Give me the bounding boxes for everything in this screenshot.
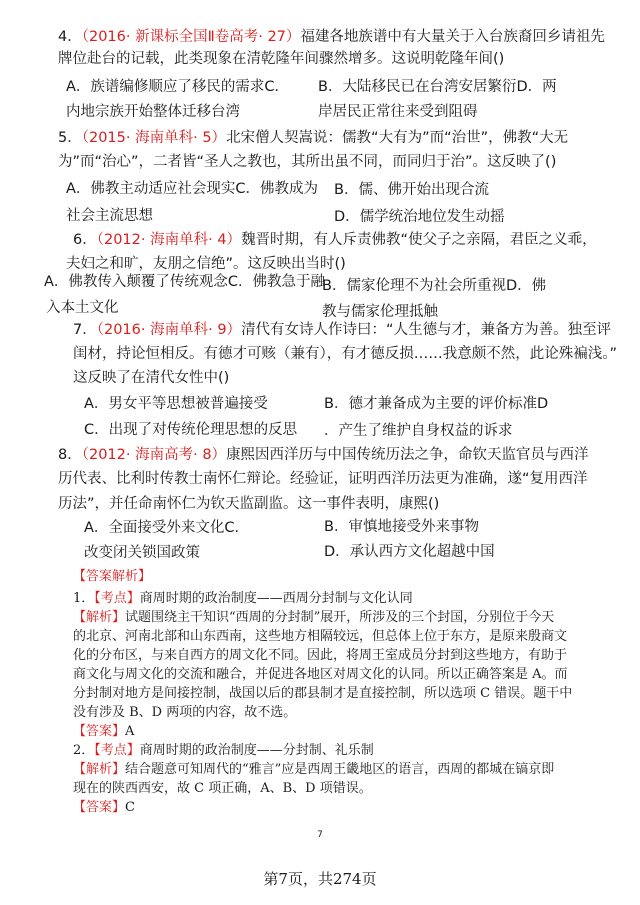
q7-stem: 闺材，持论恒相反。有德才可赅（兼有），有才德反损……我意颇不然，此论殊褊浅。”	[73, 346, 618, 362]
q7-option-d: ．产生了维护自身权益的诉求	[324, 423, 513, 439]
q6-option-c: 入本土文化	[46, 300, 119, 316]
q5-option-a: A．佛教主动适应社会现实C．佛教成为	[66, 181, 319, 197]
q8-option-b: B．审慎地接受外来事物	[324, 519, 479, 535]
q8-option-a: A．全面接受外来文化C．	[84, 520, 250, 536]
q4-option-b: B．大陆移民已在台湾安居繁衍D．两	[318, 79, 557, 95]
answer-1-analysis-line: 的北京、河南北部和山东西南，这些地方相隔较远，但总体上位于东方，是原来殷商文	[73, 629, 568, 644]
answer-2-analysis: 【解析】结合题意可知周代的“雅言”应是西周王畿地区的语言，西周的都城在镐京即	[73, 762, 555, 777]
q5-option-c: 社会主流思想	[66, 208, 153, 224]
answer-1-analysis-line: 分封制对地方是间接控制，战国以后的郡县制才是直接控制，所以选项 C 错误。题干中	[73, 686, 573, 701]
q7-line1: 7．（2016· 海南单科· 9）清代有女诗人作诗曰：“人生德与才，兼备方为善。独至评	[73, 322, 612, 338]
answers-header: 【答案解析】	[73, 569, 152, 584]
q4-line1: 4．（2016· 新课标全国Ⅱ卷高考· 27）福建各地族谱中有大量关于入台族裔回乡请祖先	[58, 29, 605, 45]
q5-stem: 为”而“治心”，二者皆“圣人之教也，其所出虽不同，而同归于治”。这反映了()	[58, 154, 557, 170]
answer-2-result: 【答案】C	[73, 800, 135, 815]
answer-1-analysis: 【解析】试题围绕主干知识“西周的分封制”展开，所涉及的三个封国，分别位于今天	[73, 610, 555, 625]
q8-stem: 历代表、比利时传教士南怀仁辩论。经验证，证明西洋历法更为准确，遂“复用西洋	[58, 471, 588, 487]
answer-2-analysis-line: 现在的陕西西安，故 C 项正确，A、B、D 项错误。	[73, 781, 372, 796]
q5-option-b: B．儒、佛开始出现合流	[334, 182, 489, 198]
q5-source: （2015· 海南单科· 5）	[81, 130, 227, 146]
answer-1-topic: 1．【考点】商周时期的政治制度——西周分封制与文化认同	[73, 591, 413, 606]
q6-source: （2012· 海南单科· 4）	[96, 232, 242, 248]
q7-stem-end: 这反映了在清代女性中()	[73, 370, 230, 386]
q5-line1: 5．（2015· 海南单科· 5）北宋僧人契嵩说：儒教“大有为”而“治世”，佛教“大无	[58, 130, 569, 146]
q8-stem-end: 历法”，并任命南怀仁为钦天监副监。这一事件表明，康熙()	[58, 496, 440, 512]
answer-1-analysis-line: 商文化与周文化的交流和融合，并促进各地区对周文化的认同。所以正确答案是 A。而	[73, 667, 568, 682]
q8-line1: 8．（2012· 海南高考· 8）康熙因西洋历与中国传统历法之争，命钦天监官员与西洋	[58, 447, 589, 463]
q6-option-b: B．儒家伦理不为社会所重视D．佛	[322, 278, 547, 294]
q6-line1: 6．（2012· 海南单科· 4）魏晋时期，有人斥责佛教“使父子之亲隔，君臣之义乖，	[73, 232, 597, 248]
page-footer: 第7页，共274页	[263, 870, 377, 888]
q7-source: （2016· 海南单科· 9）	[96, 322, 242, 338]
answer-2-topic: 2．【考点】商周时期的政治制度——分封制、礼乐制	[73, 743, 374, 758]
answer-1-analysis-line: 没有涉及 B、D 两项的内容，故不选。	[73, 705, 297, 720]
q6-stem: 夫妇之和旷，友朋之信绝”。这反映出当时()	[66, 256, 346, 272]
answer-1-result: 【答案】A	[73, 724, 135, 739]
q7-option-a: A．男女平等思想被普遍接受	[84, 396, 268, 412]
q7-option-c: C．出现了对传统伦理思想的反思	[84, 422, 298, 438]
q4-option-a: A．族谱编修顺应了移民的需求C．	[66, 79, 290, 95]
page-number: 7	[317, 830, 323, 840]
q4-option-c: 内地宗族开始整体迁移台湾	[66, 104, 240, 120]
q7-option-b: B．德才兼备成为主要的评价标准D	[324, 396, 549, 412]
q4-source: （2016· 新课标全国Ⅱ卷高考· 27）	[81, 29, 301, 45]
q8-option-d: D．承认西方文化超越中国	[324, 544, 495, 560]
q8-source: （2012· 海南高考· 8）	[81, 447, 227, 463]
q8-option-c: 改变闭关锁国政策	[84, 545, 200, 561]
q6-option-a: A．佛教传入颠覆了传统观念C．佛教急于融	[44, 274, 326, 290]
q4-option-d: 岸居民正常往来受到阻碍	[318, 104, 478, 120]
q6-option-d: 教与儒家伦理抵触	[322, 304, 438, 320]
q4-stem: 牌位赴台的记载，此类现象在清乾隆年间骤然增多。这说明乾隆年间()	[58, 51, 505, 67]
q5-option-d: D．儒学统治地位发生动摇	[334, 209, 505, 225]
answer-1-analysis-line: 化的分布区，与来自西方的周文化不同。因此，将周王室成员分封到这些地方，有助于	[73, 648, 568, 663]
